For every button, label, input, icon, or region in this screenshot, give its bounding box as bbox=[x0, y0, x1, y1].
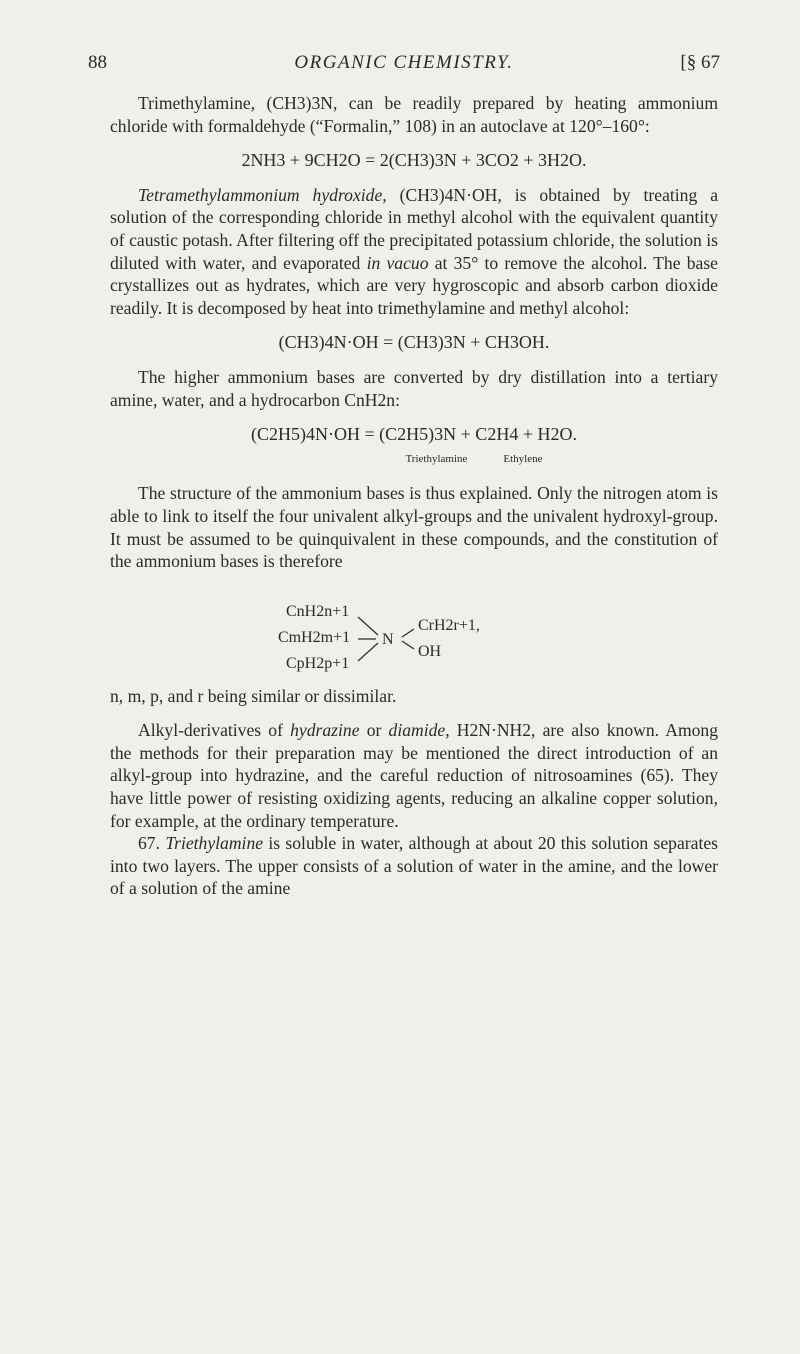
page-number: 88 bbox=[88, 52, 107, 73]
paragraph-trimethylamine: Trimethylamine, (CH3)3N, can be readily prepared by heating ammonium chloride with formaldehyde (“Formalin,” 108) in an autoclave at 120°–160°: bbox=[110, 93, 718, 136]
italic-term: diamide, bbox=[388, 720, 450, 741]
paragraph-triethylamine bbox=[110, 832, 718, 900]
paragraph-hydrazine bbox=[110, 719, 718, 832]
section-mark: [§ 67 bbox=[680, 52, 720, 73]
alkyl-group-r: CrH2r+1, bbox=[418, 616, 480, 634]
italic-term: hydrazine bbox=[290, 720, 360, 741]
label-triethylamine: Triethylamine bbox=[405, 452, 468, 465]
nitrogen-atom: N bbox=[382, 630, 394, 648]
section-number: 67. bbox=[138, 833, 160, 854]
paragraph-text: at 35° to remove the alcohol. The base crystallizes out as hydrates, which are very hygroscopic and absorb carbon dioxide readily. It is decomposed by heat into trimethylamine and methyl alcohol: bbox=[110, 252, 718, 318]
label-ethylene: Ethylene bbox=[503, 452, 543, 465]
running-head: ORGANIC CHEMISTRY. bbox=[294, 52, 514, 73]
compound-name: Tetramethylammonium hydroxide, bbox=[138, 184, 387, 205]
italic-term: Triethylamine bbox=[165, 833, 264, 854]
hydroxyl-group: OH bbox=[418, 642, 442, 660]
paragraph-text: is obtained by treating a solution of the corresponding chloride in methyl alcohol with the equivalent quantity of caustic potash. After filtering off the precipitated potassium chloride, the solution is diluted with water, and evaporated bbox=[110, 184, 719, 273]
compound-formula: (CH3)4N·OH, bbox=[399, 184, 502, 205]
structural-formula bbox=[110, 591, 718, 679]
paragraph-text: H2N·NH2, are also known. Among the methods for their preparation may be mentioned the direct introduction of an alkyl-group into hydrazine, and the careful reduction of nitrosoamines (65). They have little power of resisting oxidizing agents, reducing an alkaline copper solution, for example, at the ordinary temperature. bbox=[110, 720, 719, 831]
italic-term: in vacuo bbox=[366, 252, 429, 273]
page-body bbox=[110, 92, 718, 900]
alkyl-group-m: CmH2m+1 bbox=[278, 628, 351, 646]
alkyl-group-p: CpH2p+1 bbox=[286, 654, 350, 672]
paragraph-text: Alkyl-derivatives of bbox=[138, 720, 283, 741]
equation-3-labels bbox=[110, 448, 718, 471]
paragraph-structure: The structure of the ammonium bases is thus explained. Only the nitrogen atom is able to link to itself the four univalent alkyl-groups and the univalent hydroxyl-group. It must be assumed to be quinquivalent in these compounds, and the constitution of the ammonium bases is therefore bbox=[110, 483, 718, 572]
equation-3: (C2H5)4N·OH = (C2H5)3N + C2H4 + H2O. bbox=[251, 424, 577, 445]
alkyl-group-n: CnH2n+1 bbox=[286, 602, 350, 620]
equation-2: (CH3)4N·OH = (CH3)3N + CH3OH. bbox=[278, 332, 550, 353]
paragraph-tetramethylammonium bbox=[110, 184, 718, 320]
paragraph-higher-bases: The higher ammonium bases are converted by dry distillation into a tertiary amine, water, and a hydrocarbon CnH2n: bbox=[110, 366, 718, 410]
bond-lines bbox=[110, 591, 718, 679]
paragraph-text: or bbox=[366, 720, 382, 741]
paragraph-variables: n, m, p, and r being similar or dissimilar. bbox=[110, 685, 397, 706]
equation-1: 2NH3 + 9CH2O = 2(CH3)3N + 3CO2 + 3H2O. bbox=[241, 150, 587, 171]
paragraph-text: is soluble in water, although at about 20 this solution separates into two layers. The upper consists of a solution of water in the amine, and the lower of a solution of the amine bbox=[110, 833, 718, 899]
page-header bbox=[88, 52, 720, 82]
